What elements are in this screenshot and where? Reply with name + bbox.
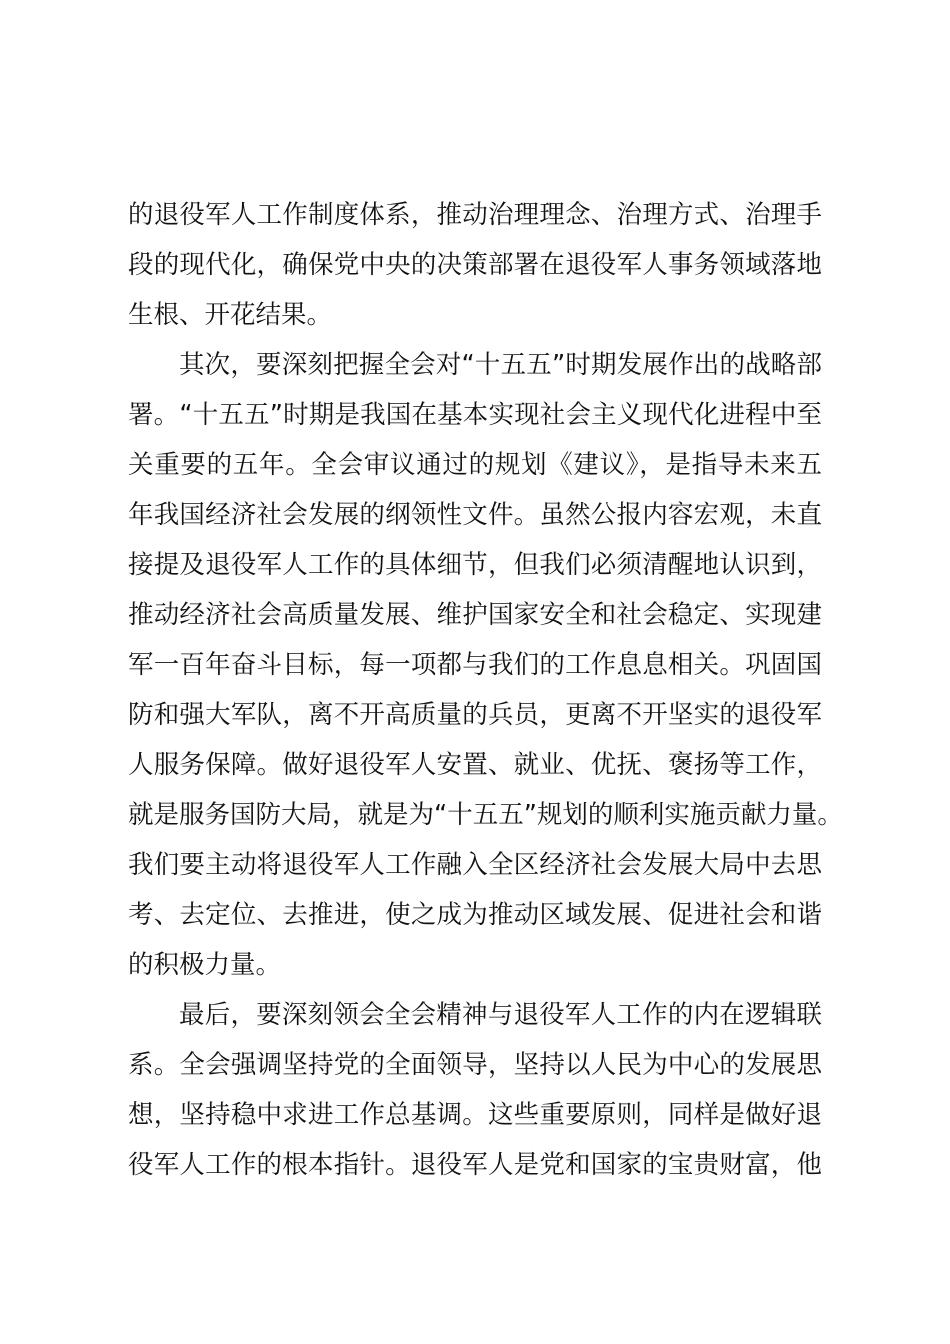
text-line: 我们要主动将退役军人工作融入全区经济社会发展大局中去思 bbox=[128, 850, 822, 880]
text-line: 段的现代化，确保党中央的决策部署在退役军人事务领域落地 bbox=[128, 250, 822, 280]
paragraph bbox=[128, 990, 822, 1190]
text-line: 役军人工作的根本指针。退役军人是党和国家的宝贵财富，他 bbox=[128, 1150, 822, 1180]
text-line: 最后，要深刻领会全会精神与退役军人工作的内在逻辑联 bbox=[179, 1000, 822, 1030]
paragraph bbox=[128, 340, 843, 990]
text-line: 年我国经济社会发展的纲领性文件。虽然公报内容宏观，未直 bbox=[128, 500, 822, 530]
text-line: 考、去定位、去推进，使之成为推动区域发展、促进社会和谐 bbox=[128, 900, 822, 930]
text-line: 军一百年奋斗目标，每一项都与我们的工作息息相关。巩固国 bbox=[128, 650, 822, 680]
text-line: 人服务保障。做好退役军人安置、就业、优抚、褒扬等工作， bbox=[128, 750, 822, 780]
text-line: 想，坚持稳中求进工作总基调。这些重要原则，同样是做好退 bbox=[128, 1100, 822, 1130]
text-line: 就是服务国防大局，就是为“十五五”规划的顺利实施贡献力量。 bbox=[128, 800, 843, 830]
text-line: 生根、开花结果。 bbox=[128, 300, 333, 330]
text-line: 的积极力量。 bbox=[128, 950, 282, 980]
text-line: 的退役军人工作制度体系，推动治理理念、治理方式、治理手 bbox=[128, 200, 822, 230]
text-line: 接提及退役军人工作的具体细节，但我们必须清醒地认识到， bbox=[128, 550, 822, 580]
text-line: 关重要的五年。全会审议通过的规划《建议》，是指导未来五 bbox=[128, 450, 822, 480]
text-line: 其次，要深刻把握全会对“十五五”时期发展作出的战略部 bbox=[179, 350, 822, 380]
paragraph bbox=[128, 190, 822, 340]
text-line: 系。全会强调坚持党的全面领导，坚持以人民为中心的发展思 bbox=[128, 1050, 822, 1080]
text-line: 署。“十五五”时期是我国在基本实现社会主义现代化进程中至 bbox=[128, 400, 822, 430]
document-body bbox=[128, 190, 843, 1190]
text-line: 推动经济社会高质量发展、维护国家安全和社会稳定、实现建 bbox=[128, 600, 822, 630]
text-line: 防和强大军队，离不开高质量的兵员，更离不开坚实的退役军 bbox=[128, 700, 822, 730]
